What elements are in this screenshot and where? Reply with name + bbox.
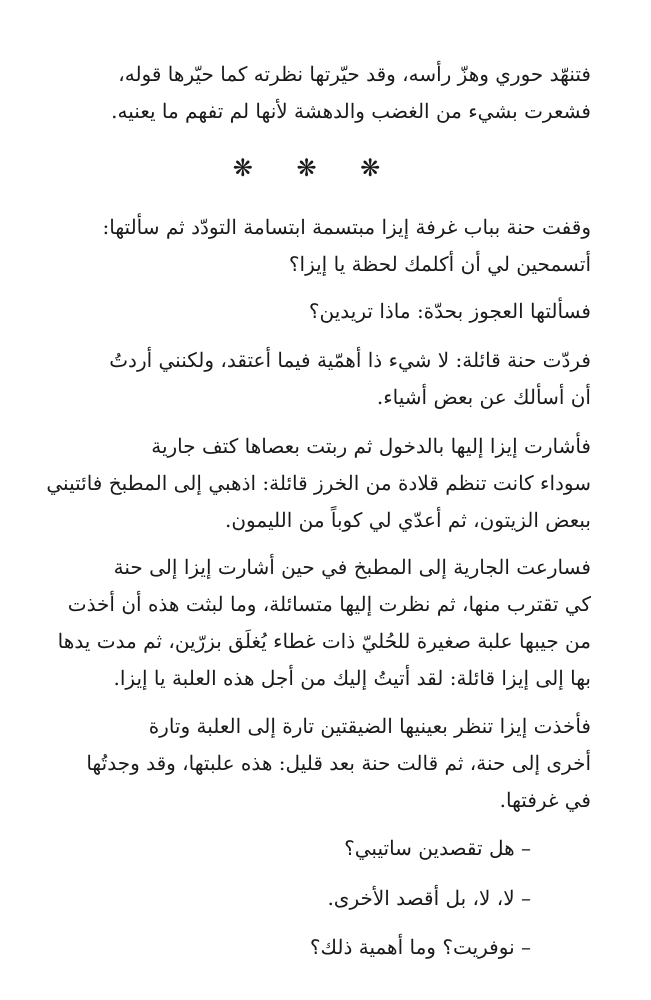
text-line: في غرفتها. <box>499 788 591 812</box>
dialogue-line-2 <box>40 880 591 917</box>
text-line: فردّت حنة قائلة: لا شيء ذا أهمّية فيما أعتقد، ولكنني أردتُ <box>109 348 591 372</box>
paragraph-1 <box>40 56 591 130</box>
text-line: وقفت حنة بباب غرفة إيزا مبتسمة ابتسامة التودّد ثم سألتها: <box>102 215 591 239</box>
text-line: ببعض الزيتون، ثم أعدّي لي كوباً من الليمون. <box>225 508 591 532</box>
text-line: فسارعت الجارية إلى المطبخ في حين أشارت إيزا إلى حنة <box>113 555 591 579</box>
text-line: أن أسألك عن بعض أشياء. <box>376 385 591 409</box>
paragraph-7 <box>40 708 591 819</box>
dialogue-text: – هل تقصدين ساتيبي؟ <box>344 836 531 860</box>
paragraph-3 <box>40 293 591 330</box>
dialogue-text: – نوفريت؟ وما أهمية ذلك؟ <box>309 935 531 959</box>
text-line: سوداء كانت تنظم قلادة من الخرز قائلة: اذهبي إلى المطبخ فائتيني <box>46 471 591 495</box>
paragraph-5 <box>40 428 591 539</box>
dialogue-text: – لا، لا، بل أقصد الأخرى. <box>327 886 531 910</box>
text-line: بها إلى إيزا قائلة: لقد أتيتُ إليك من أجل هذه العلبة يا إيزا. <box>113 666 591 690</box>
text-line: فشعرت بشيء من الغضب والدهشة لأنها لم تفهم ما يعنيه. <box>111 99 591 123</box>
text-line: فسألتها العجوز بحدّة: ماذا تريدين؟ <box>308 299 591 323</box>
dialogue-line-3 <box>40 929 591 966</box>
text-line: فأشارت إيزا إليها بالدخول ثم ربتت بعصاها كتف جارية <box>151 434 591 458</box>
text-line: من جيبها علبة صغيرة للحُليّ ذات غطاء يُغلَق بزرّين، ثم مدت يدها <box>57 629 591 653</box>
dialogue-line-1 <box>40 830 591 867</box>
section-separator: ❋ ❋ ❋ <box>232 154 399 182</box>
paragraph-2 <box>40 209 591 283</box>
text-line: أتسمحين لي أن أكلمك لحظة يا إيزا؟ <box>288 252 591 276</box>
paragraph-6 <box>40 549 591 697</box>
text-line: فأخذت إيزا تنظر بعينيها الضيقتين تارة إلى العلبة وتارة <box>148 714 591 738</box>
text-line: كي تقترب منها، ثم نظرت إليها متسائلة، وما لبثت هذه أن أخذت <box>67 592 591 616</box>
paragraph-4 <box>40 342 591 416</box>
text-line: أخرى إلى حنة، ثم قالت حنة بعد قليل: هذه علبتها، وقد وجدتُها <box>86 751 591 775</box>
text-line: فتنهّد حوري وهزّ رأسه، وقد حيّرتها نظرته كما حيّرها قوله، <box>118 62 591 86</box>
